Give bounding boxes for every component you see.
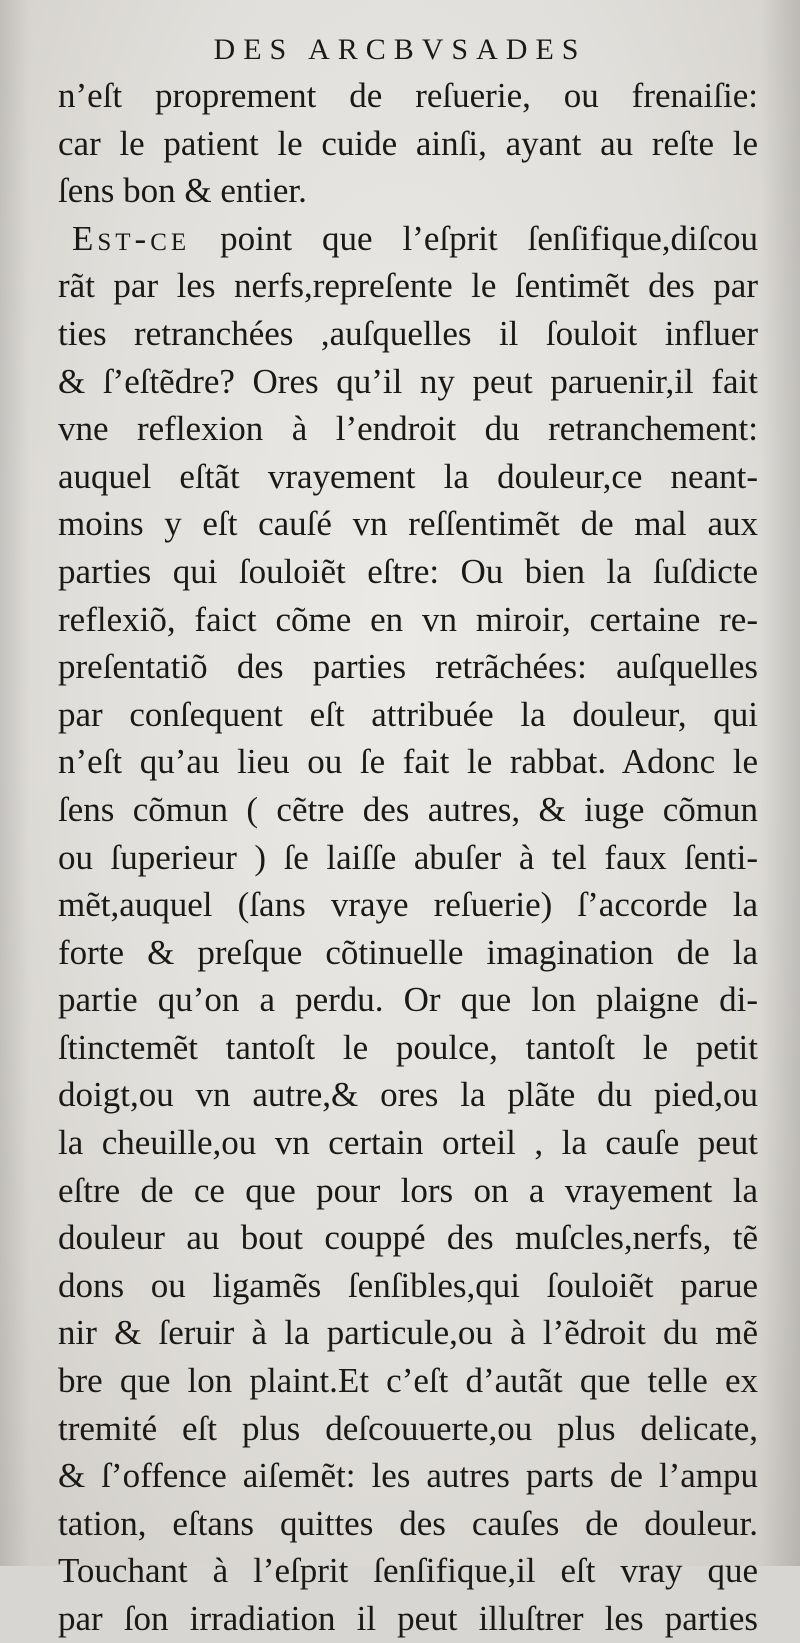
page-edge-shadow <box>760 0 800 1566</box>
text-line-24: eſtre de ce que pour lors on a vrayement la <box>58 1170 758 1210</box>
text-line-8: vne reflexion à l’endroit du retranchement: <box>58 409 758 449</box>
text-line-14: par conſequent eſt attribuée la douleur, qui <box>58 694 758 734</box>
body-text <box>58 72 758 1643</box>
text-line-5: rãt par les nerfs,repreſente le ſentimẽt des par <box>58 266 758 306</box>
text-line-17: ou ſuperieur ) ſe laiſſe abuſer à tel faux ſenti- <box>58 837 758 877</box>
text-line-12: reflexiõ, faict cõme en vn miroir, certaine re- <box>58 599 758 639</box>
text-line-13: preſentatiõ des parties retrãchées: auſquelles <box>58 647 758 687</box>
text-line-10: moins y eſt cauſé vn reſſentimẽt de mal aux <box>58 504 758 544</box>
text-line-33: par ſon irradiation il peut illuſtrer les parties <box>58 1599 758 1638</box>
paragraph-opening-smallcaps: Est-ce <box>72 218 191 258</box>
text-line-4-rest: point que l’eſprit ſenſifique,diſcou <box>220 218 758 258</box>
text-line-18: mẽt,auquel (ſans vraye reſuerie) ſ’accorde la <box>58 885 758 925</box>
text-line-30: & ſ’offence aiſemẽt: les autres parts de l’ampu <box>58 1456 758 1496</box>
text-line-2: car le patient le cuide ainſi, ayant au reſte le <box>58 123 758 163</box>
text-line-22: doigt,ou vn autre,& ores la plãte du pied,ou <box>58 1075 758 1115</box>
text-line-15: n’eſt qu’au lieu ou ſe fait le rabbat. Adonc le <box>58 742 758 782</box>
text-line-19: forte & preſque cõtinuelle imagination de la <box>58 932 758 972</box>
text-line-6: ties retranchées ,auſquelles il ſouloit influer <box>58 313 758 353</box>
text-line-21: ſtinctemẽt tantoſt le poulce, tantoſt le petit <box>58 1027 758 1067</box>
text-line-27: nir & ſeruir à la particule,ou à l’ẽdroit du mẽ <box>58 1313 758 1353</box>
text-line-1: n’eſt proprement de reſuerie, ou frenaiſie: <box>58 76 758 115</box>
text-line-20: partie qu’on a perdu. Or que lon plaigne di- <box>58 980 758 1020</box>
text-line-29: tremité eſt plus deſcouuerte,ou plus delicate, <box>58 1408 758 1448</box>
text-line-23: la cheuille,ou vn certain orteil , la cauſe peut <box>58 1123 758 1163</box>
text-line-16: ſens cõmun ( cẽtre des autres, & iuge cõmun <box>58 789 758 829</box>
text-line-32: Touchant à l’eſprit ſenſifique,il eſt vray que <box>58 1551 758 1591</box>
text-line-7: & ſ’eſtẽdre? Ores qu’il ny peut paruenir,il fait <box>58 361 758 401</box>
page-gutter-shadow <box>0 0 30 1566</box>
text-line-4 <box>58 215 758 263</box>
text-line-9: auquel eſtãt vrayement la douleur,ce neant- <box>58 456 758 496</box>
text-line-3: ſens bon & entier. <box>58 171 307 211</box>
text-line-11: parties qui ſouloiẽt eſtre: Ou bien la ſuſdicte <box>58 551 758 591</box>
running-header: DES ARCBVSADES <box>213 33 587 66</box>
text-line-28: bre que lon plaint.Et c’eſt d’autãt que telle ex <box>58 1361 758 1401</box>
text-line-26: dons ou ligamẽs ſenſibles,qui ſouloiẽt parue <box>58 1265 758 1305</box>
text-line-25: douleur au bout couppé des muſcles,nerfs, tẽ <box>58 1218 758 1258</box>
text-line-31: tation, eſtans quittes des cauſes de douleur. <box>58 1503 758 1543</box>
